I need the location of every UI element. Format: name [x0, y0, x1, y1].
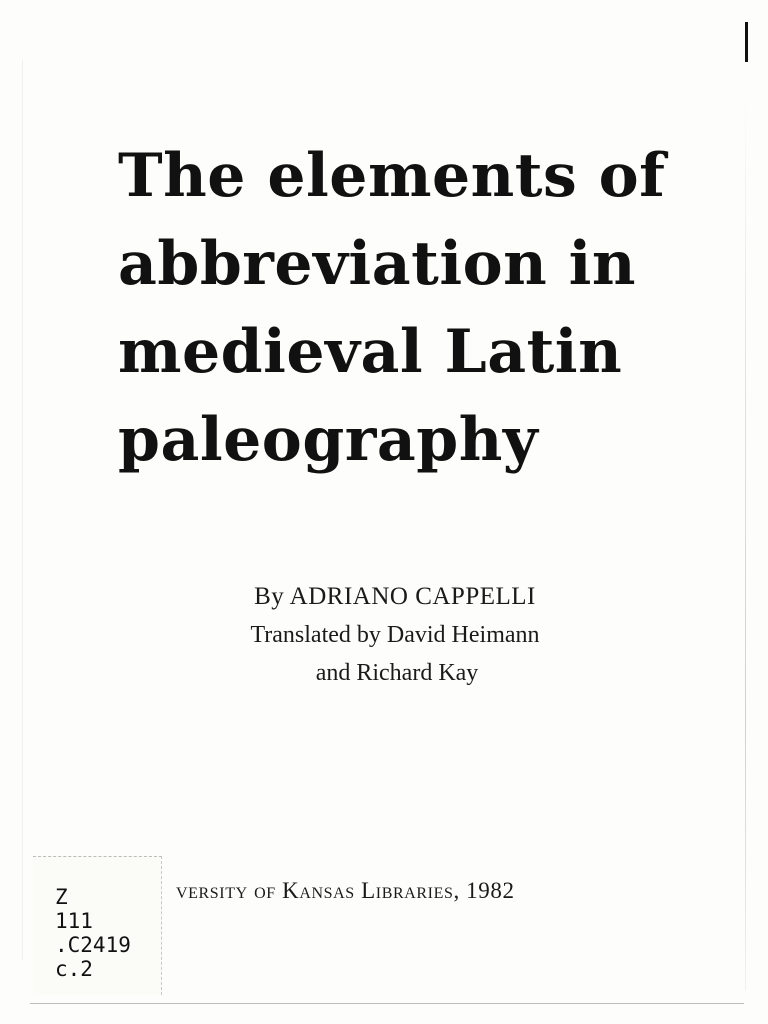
translator-line-2: and Richard Kay	[315, 660, 479, 686]
translator-line-1: Translated by David Heimann	[250, 622, 540, 648]
title-line-3: medieval Latin	[118, 317, 623, 387]
book-title	[118, 132, 698, 484]
call-number-subclass: 111	[55, 909, 93, 933]
library-call-number-label	[33, 856, 162, 995]
scan-left-edge	[22, 60, 23, 960]
scan-bottom-edge	[30, 1003, 744, 1004]
byline	[0, 578, 768, 692]
call-number-copy: c.2	[55, 957, 93, 981]
call-number-class: Z	[55, 885, 68, 909]
title-line-1: The elements of	[118, 141, 666, 211]
call-number-cutter: .C2419	[55, 933, 131, 957]
title-line-2: abbreviation in	[118, 229, 637, 299]
author-line: By ADRIANO CAPPELLI	[254, 583, 536, 610]
title-line-4: paleography	[118, 405, 539, 475]
scan-corner-mark	[745, 22, 748, 62]
scan-right-edge	[745, 90, 746, 990]
publisher-line: versity of Kansas Libraries, 1982	[176, 878, 515, 903]
